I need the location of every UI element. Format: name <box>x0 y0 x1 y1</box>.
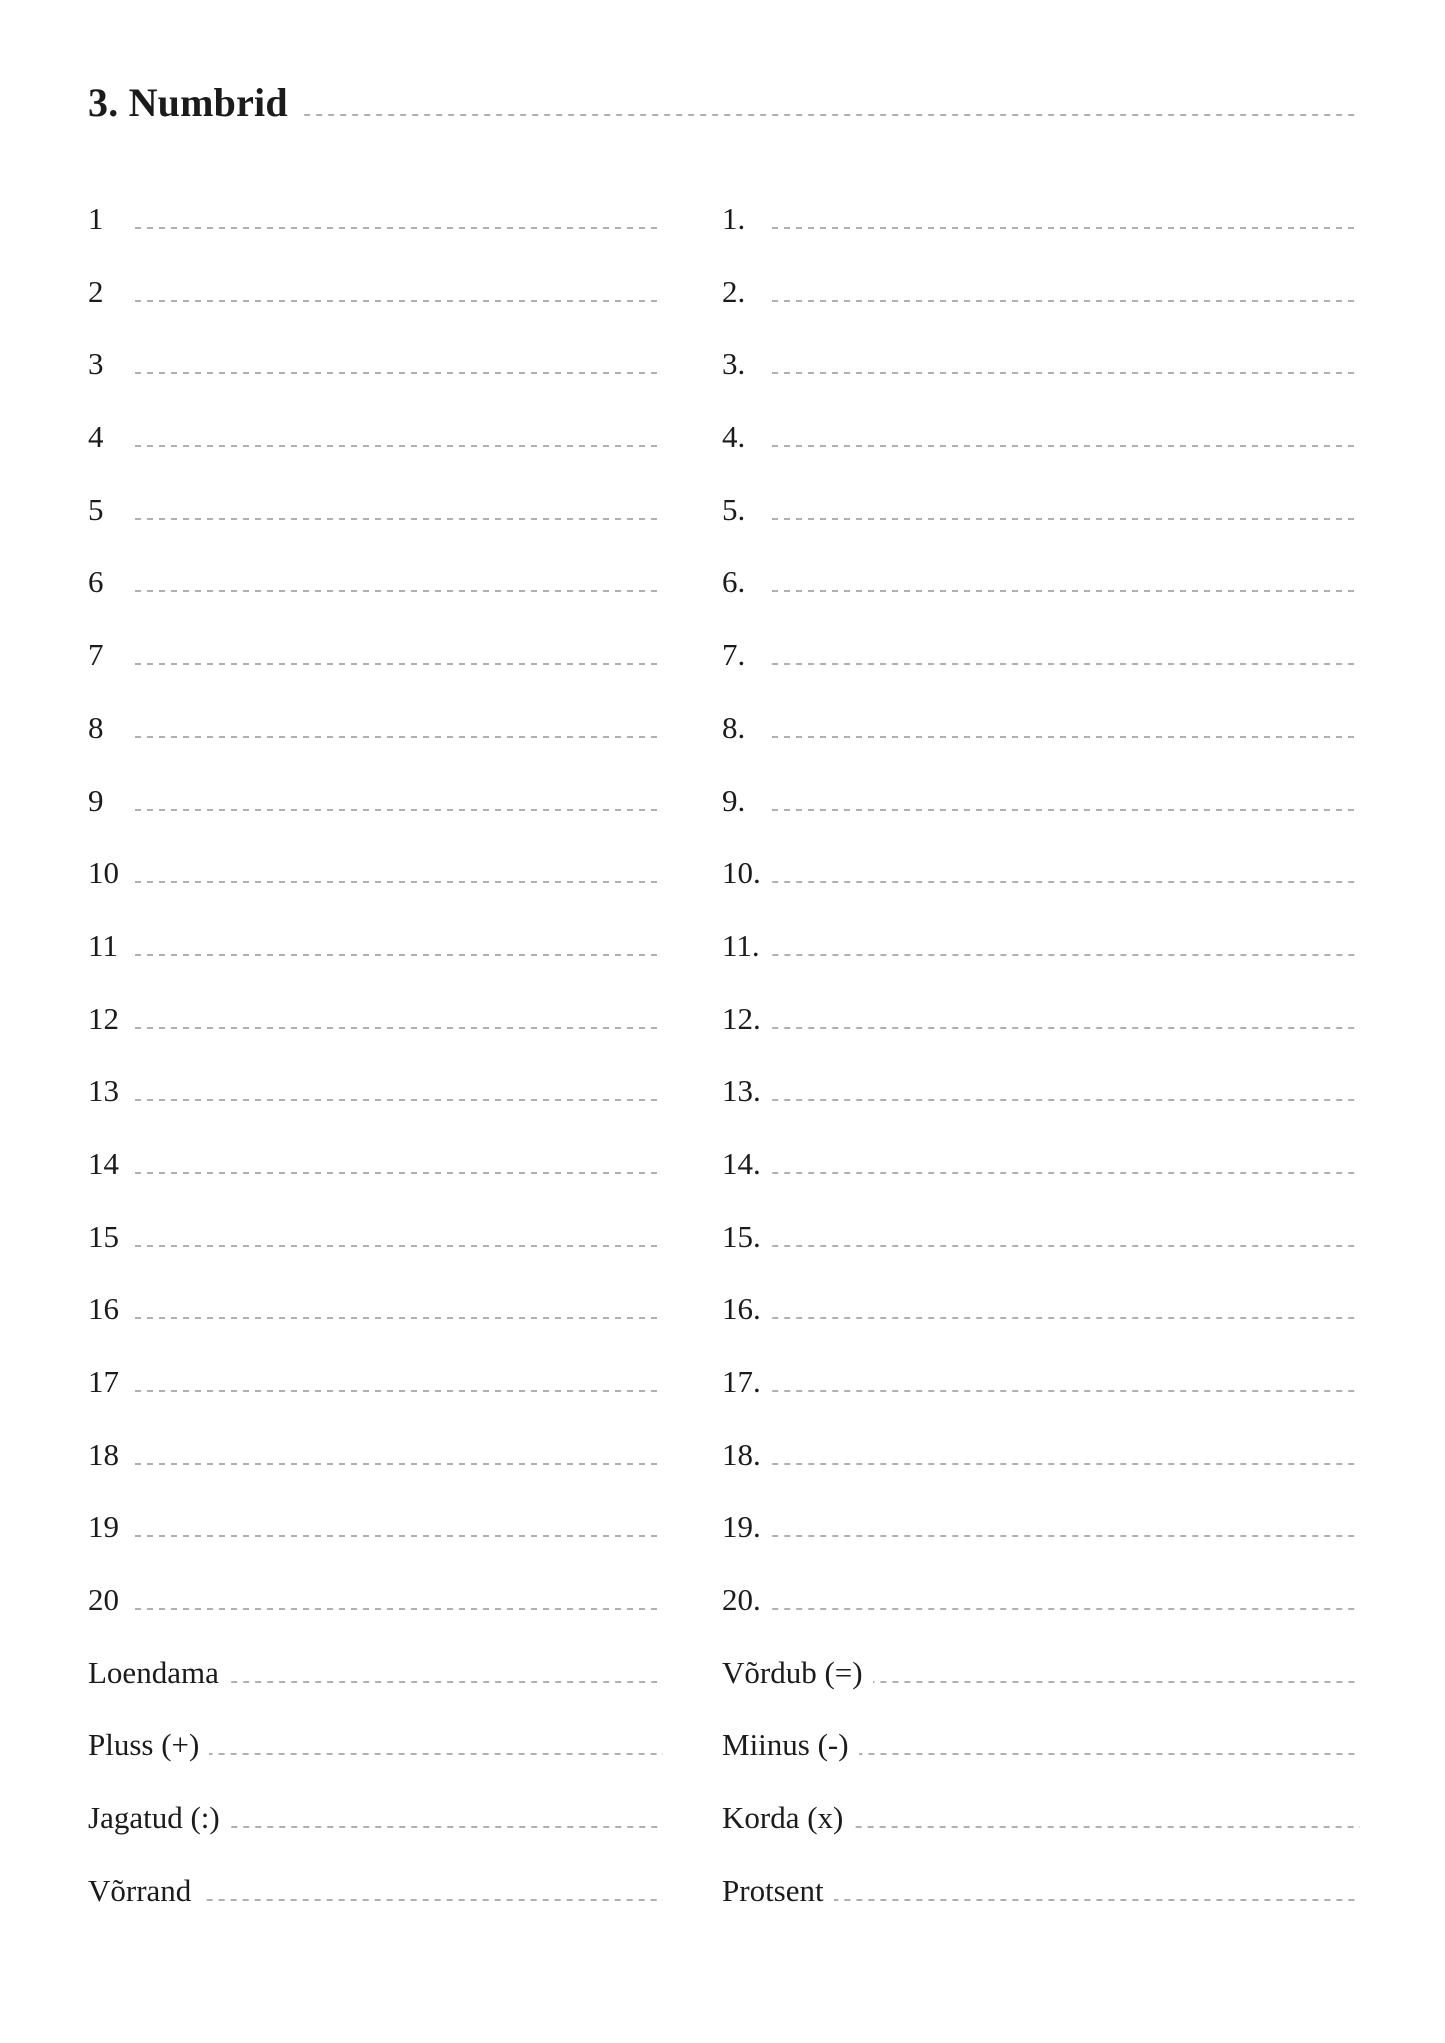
worksheet-row <box>88 328 663 401</box>
row-label: 19 <box>88 1509 119 1545</box>
worksheet-row <box>88 1782 663 1855</box>
worksheet-row <box>88 1128 663 1201</box>
worksheet-row <box>88 1564 663 1637</box>
dotted-leader <box>853 1826 1360 1828</box>
row-label: 13 <box>88 1073 119 1109</box>
dotted-leader <box>768 300 1360 302</box>
worksheet-row <box>88 619 663 692</box>
row-label: 20. <box>722 1582 761 1618</box>
worksheet-row <box>722 765 1360 838</box>
dotted-leader <box>131 1535 663 1537</box>
worksheet-row <box>722 256 1360 329</box>
row-label: 6. <box>722 564 746 600</box>
worksheet-row <box>88 256 663 329</box>
dotted-leader <box>131 227 663 229</box>
row-label: 10. <box>722 855 761 891</box>
title-row <box>88 79 1360 127</box>
row-label: 2. <box>722 273 746 309</box>
row-label: 19. <box>722 1509 761 1545</box>
row-label: Võrrand <box>88 1872 192 1908</box>
worksheet-row <box>722 546 1360 619</box>
dotted-leader <box>131 1608 663 1610</box>
worksheet-row <box>88 1346 663 1419</box>
dotted-leader <box>859 1753 1360 1755</box>
row-label: Protsent <box>722 1872 824 1908</box>
dotted-leader <box>131 736 663 738</box>
dotted-leader <box>131 881 663 883</box>
row-label: 5 <box>88 491 104 527</box>
row-label: 7. <box>722 637 746 673</box>
row-label: 16. <box>722 1291 761 1327</box>
row-label: 15 <box>88 1218 119 1254</box>
title-dotted-leader <box>300 114 1360 116</box>
worksheet-row <box>88 765 663 838</box>
dotted-leader <box>131 518 663 520</box>
row-label: Korda (x) <box>722 1800 844 1836</box>
row-label: 9 <box>88 782 104 818</box>
dotted-leader <box>131 445 663 447</box>
worksheet-row <box>88 1491 663 1564</box>
dotted-leader <box>131 663 663 665</box>
worksheet-row <box>722 183 1360 256</box>
dotted-leader <box>768 372 1360 374</box>
row-label: Pluss (+) <box>88 1727 200 1763</box>
row-label: 12 <box>88 1000 119 1036</box>
row-label: 20 <box>88 1582 119 1618</box>
row-label: 8. <box>722 709 746 745</box>
row-label: 3. <box>722 346 746 382</box>
worksheet-row <box>88 546 663 619</box>
dotted-leader <box>131 954 663 956</box>
dotted-leader <box>834 1899 1360 1901</box>
worksheet-row <box>88 692 663 765</box>
row-label: 2 <box>88 273 104 309</box>
right-column <box>722 183 1360 1928</box>
dotted-leader <box>230 1826 663 1828</box>
row-label: 7 <box>88 637 104 673</box>
worksheet-row <box>722 474 1360 547</box>
worksheet-row <box>88 837 663 910</box>
row-label: 14. <box>722 1145 761 1181</box>
row-label: 17. <box>722 1364 761 1399</box>
worksheet-row <box>722 328 1360 401</box>
worksheet-row <box>88 401 663 474</box>
worksheet-row <box>722 1637 1360 1710</box>
worksheet-row <box>88 1709 663 1782</box>
dotted-leader <box>771 1172 1360 1174</box>
dotted-leader <box>768 518 1360 520</box>
dotted-leader <box>771 1390 1360 1392</box>
worksheet-row <box>722 1346 1360 1419</box>
left-column <box>88 183 663 1928</box>
row-label: 13. <box>722 1073 761 1109</box>
row-label: 16 <box>88 1291 119 1327</box>
row-label: 18 <box>88 1436 119 1472</box>
worksheet-row <box>88 983 663 1056</box>
worksheet-row <box>722 910 1360 983</box>
worksheet-row <box>722 1709 1360 1782</box>
dotted-leader <box>131 1027 663 1029</box>
dotted-leader <box>768 736 1360 738</box>
dotted-leader <box>131 1245 663 1247</box>
dotted-leader <box>131 1172 663 1174</box>
row-label: 4 <box>88 419 104 455</box>
row-label: 10 <box>88 855 119 891</box>
worksheet-row <box>722 837 1360 910</box>
row-label: 12. <box>722 1000 761 1036</box>
worksheet-row <box>722 1782 1360 1855</box>
row-label: 14 <box>88 1145 119 1181</box>
row-label: Jagatud (:) <box>88 1800 220 1836</box>
dotted-leader <box>131 590 663 592</box>
row-label: 8 <box>88 709 104 745</box>
dotted-leader <box>131 300 663 302</box>
dotted-leader <box>771 1245 1360 1247</box>
row-label: 9. <box>722 782 746 818</box>
dotted-leader <box>768 590 1360 592</box>
dotted-leader <box>131 1390 663 1392</box>
row-label: 1. <box>722 201 746 236</box>
worksheet-row <box>722 1855 1360 1928</box>
worksheet-row <box>88 183 663 256</box>
row-label: 3 <box>88 346 104 382</box>
row-label: 17 <box>88 1364 119 1399</box>
worksheet-row <box>88 474 663 547</box>
dotted-leader <box>771 1099 1360 1101</box>
worksheet-row <box>88 1055 663 1128</box>
dotted-leader <box>131 809 663 811</box>
worksheet-row <box>88 1419 663 1492</box>
worksheet-row <box>722 1128 1360 1201</box>
row-label: 5. <box>722 491 746 527</box>
dotted-leader <box>768 445 1360 447</box>
worksheet-row <box>722 1055 1360 1128</box>
worksheet-row <box>722 1273 1360 1346</box>
row-label: Võrdub (=) <box>722 1654 863 1690</box>
row-label: 6 <box>88 564 104 600</box>
worksheet-row <box>722 1564 1360 1637</box>
dotted-leader <box>771 1027 1360 1029</box>
dotted-leader <box>201 1899 663 1901</box>
worksheet-row <box>722 1419 1360 1492</box>
worksheet-row <box>88 1201 663 1274</box>
dotted-leader <box>771 881 1360 883</box>
row-label: Loendama <box>88 1654 219 1690</box>
row-label: 4. <box>722 419 746 455</box>
dotted-leader <box>131 1099 663 1101</box>
worksheet-row <box>88 1637 663 1710</box>
page-title: 3. Numbrid <box>88 80 288 125</box>
worksheet-row <box>88 1855 663 1928</box>
dotted-leader <box>131 1317 663 1319</box>
row-label: 15. <box>722 1218 761 1254</box>
row-label: 11. <box>722 927 760 963</box>
worksheet-row <box>722 401 1360 474</box>
worksheet-row <box>722 692 1360 765</box>
dotted-leader <box>771 1317 1360 1319</box>
worksheet-row <box>88 1273 663 1346</box>
dotted-leader <box>770 954 1360 956</box>
row-label: 11 <box>88 927 118 963</box>
dotted-leader <box>229 1681 663 1683</box>
dotted-leader <box>873 1681 1360 1683</box>
dotted-leader <box>771 1608 1360 1610</box>
dotted-leader <box>771 1535 1360 1537</box>
worksheet-row <box>88 910 663 983</box>
worksheet-row <box>722 1201 1360 1274</box>
row-label: 1 <box>88 201 104 236</box>
dotted-leader <box>768 663 1360 665</box>
worksheet-row <box>722 619 1360 692</box>
worksheet-row <box>722 1491 1360 1564</box>
row-label: Miinus (-) <box>722 1727 849 1763</box>
dotted-leader <box>131 372 663 374</box>
dotted-leader <box>768 227 1360 229</box>
dotted-leader <box>131 1463 663 1465</box>
dotted-leader <box>209 1753 663 1755</box>
dotted-leader <box>771 1463 1360 1465</box>
row-label: 18. <box>722 1436 761 1472</box>
worksheet-content <box>88 183 1360 1928</box>
dotted-leader <box>768 809 1360 811</box>
worksheet-row <box>722 983 1360 1056</box>
